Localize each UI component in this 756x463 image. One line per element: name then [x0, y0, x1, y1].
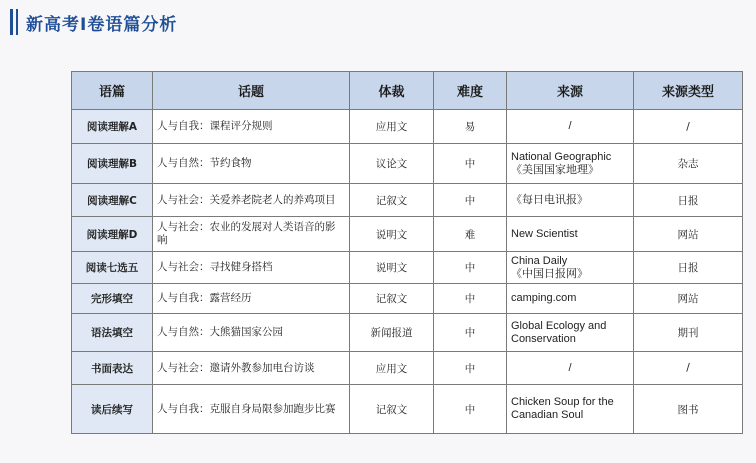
- cell-source-type: 图书: [634, 385, 743, 434]
- page-header: [10, 8, 177, 36]
- cell-source-type: 期刊: [634, 314, 743, 352]
- table-row: [72, 284, 743, 314]
- cell-source-type: 网站: [634, 284, 743, 314]
- cell-level: 中: [434, 144, 507, 184]
- title-decoration: [10, 9, 18, 35]
- cell-style: 说明文: [350, 217, 434, 252]
- cell-source: /: [507, 352, 634, 385]
- cell-source-type: /: [634, 352, 743, 385]
- cell-topic: 人与社会：关爱养老院老人的养鸡项目: [153, 184, 350, 217]
- col-header-source: 来源: [507, 72, 634, 110]
- cell-level: 中: [434, 352, 507, 385]
- decor-bar: [16, 9, 18, 35]
- page-title: 新高考I卷语篇分析: [26, 14, 178, 35]
- cell-level: 中: [434, 184, 507, 217]
- cell-style: 应用文: [350, 352, 434, 385]
- cell-level: 中: [434, 252, 507, 284]
- table-row: [72, 352, 743, 385]
- cell-level: 中: [434, 284, 507, 314]
- cell-topic: 人与社会：农业的发展对人类语音的影响: [153, 217, 350, 252]
- cell-source: /: [507, 110, 634, 144]
- cell-genre: 阅读七选五: [72, 252, 153, 284]
- cell-genre: 完形填空: [72, 284, 153, 314]
- cell-style: 议论文: [350, 144, 434, 184]
- cell-genre: 语法填空: [72, 314, 153, 352]
- col-header-style: 体裁: [350, 72, 434, 110]
- cell-style: 记叙文: [350, 284, 434, 314]
- decor-bar: [10, 9, 13, 35]
- cell-style: 记叙文: [350, 184, 434, 217]
- col-header-level: 难度: [434, 72, 507, 110]
- cell-source: China Daily 《中国日报网》: [507, 252, 634, 284]
- cell-genre: 阅读理解C: [72, 184, 153, 217]
- table-row: [72, 217, 743, 252]
- cell-source: 《每日电讯报》: [507, 184, 634, 217]
- cell-source-type: /: [634, 110, 743, 144]
- table-row: [72, 314, 743, 352]
- cell-style: 应用文: [350, 110, 434, 144]
- cell-genre: 阅读理解D: [72, 217, 153, 252]
- table-row: [72, 252, 743, 284]
- cell-source: National Geographic 《美国国家地理》: [507, 144, 634, 184]
- cell-level: 难: [434, 217, 507, 252]
- cell-genre: 读后续写: [72, 385, 153, 434]
- cell-genre: 阅读理解B: [72, 144, 153, 184]
- cell-style: 记叙文: [350, 385, 434, 434]
- cell-topic: 人与自我：克服自身局限参加跑步比赛: [153, 385, 350, 434]
- cell-level: 易: [434, 110, 507, 144]
- col-header-genre: 语篇: [72, 72, 153, 110]
- cell-source: camping.com: [507, 284, 634, 314]
- table-row: [72, 184, 743, 217]
- cell-source-type: 杂志: [634, 144, 743, 184]
- table-row: [72, 385, 743, 434]
- col-header-topic: 话题: [153, 72, 350, 110]
- cell-level: 中: [434, 314, 507, 352]
- cell-source-type: 日报: [634, 252, 743, 284]
- cell-source-type: 日报: [634, 184, 743, 217]
- cell-style: 说明文: [350, 252, 434, 284]
- table-row: [72, 110, 743, 144]
- table-row: [72, 144, 743, 184]
- cell-topic: 人与自我：课程评分规则: [153, 110, 350, 144]
- cell-genre: 书面表达: [72, 352, 153, 385]
- cell-source: New Scientist: [507, 217, 634, 252]
- cell-genre: 阅读理解A: [72, 110, 153, 144]
- cell-topic: 人与社会：邀请外教参加电台访谈: [153, 352, 350, 385]
- col-header-source-type: 来源类型: [634, 72, 743, 110]
- cell-topic: 人与自然：节约食物: [153, 144, 350, 184]
- table-header-row: [72, 72, 743, 110]
- analysis-table: [71, 71, 743, 434]
- cell-source: Global Ecology and Conservation: [507, 314, 634, 352]
- cell-source-type: 网站: [634, 217, 743, 252]
- cell-topic: 人与社会：寻找健身搭档: [153, 252, 350, 284]
- cell-level: 中: [434, 385, 507, 434]
- cell-topic: 人与自我：露营经历: [153, 284, 350, 314]
- cell-topic: 人与自然：大熊猫国家公园: [153, 314, 350, 352]
- cell-style: 新闻报道: [350, 314, 434, 352]
- cell-source: Chicken Soup for the Canadian Soul: [507, 385, 634, 434]
